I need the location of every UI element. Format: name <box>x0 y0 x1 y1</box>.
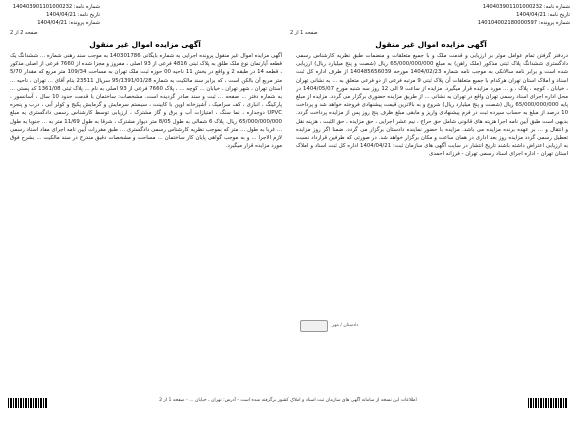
right-title: آگهی مزایده اموال غیر منقول <box>375 40 487 49</box>
left-letter-date: تاریخ نامه: 1404/04/21 <box>46 12 100 18</box>
left-case-number: شماره پرونده: 1404/04/21 <box>37 20 100 26</box>
right-meta <box>476 3 570 27</box>
right-page-number: صفحه 1 از 2 <box>290 30 318 36</box>
stamp-seal <box>300 320 328 332</box>
right-letter-date: تاریخ نامه: 1404/04/21 <box>516 12 570 18</box>
right-barcode <box>528 398 568 408</box>
right-letter-number: شماره نامه: 140403901101000232 <box>482 4 570 10</box>
left-letter-number: شماره نامه: 140403901101000232 <box>12 4 100 10</box>
right-case-number: شماره پرونده: 140104002180000597 <box>477 20 570 26</box>
left-title: آگهی مزایده اموال غیر منقول <box>89 40 201 49</box>
left-body <box>10 52 282 314</box>
right-body-text: دردفتر گرفتن تمام عوامل موثر بر ارزیابی و قدمت ملک و با جمیع متعلقات و منضمات طبق نظریه کارشناس رسمی دادگستری ششدانگ پلاک ثبتی مذکور (ملک راهن) به مبلغ 65/000/000/000 ریال (شصت و پنج میلیارد ریال) ارزیابی شده است و برابر نامه سالانکی به موجب نامه شماره 1404/02/23 مورخه 140485656039 از طرف اداره کل ثبت اسناد و املاک استان تهران هرکدام با جمیع متعلقات آن پلاک ثبتی 9 مرتبه فرعی از دو فرعی متعلق به ... به نشانی تهران ، خیابان ، کوچه ، پلاک ، و ... مورد مزایده قرار میگیرد. مزایده از ساعت 9 الی 12 روز سه شنبه مورخ 1404/05/07 در محل اداره اجرای اسناد رسمی تهران واقع در تهران به نشانی ... از طریق مزایده حضوری برگزار می گردد. مزایده از مبلغ پایه 65/000/000/000 ریال (شصت و پنج میلیارد ریال) شروع و به بالاترین قیمت پیشنهادی فروخته خواهد شد و پرداخت 10 درصد از مبلغ به حساب سپرده ثبت در فرم پیشنهادی واریز و مابقی مبلغ ظرف پنج روز پس از مزایده پرداخت گردد. بدیهی است طبق آیین نامه اجرا هزینه های قانونی شامل حق حراج ، نیم عشر اجرایی ، حق مزایده ، حق الثبت ، هزینه نقل و انتقال و ... بر عهده برنده مزایده می باشد. مزایده با حضور نماینده دادستان برگزار می گردد. ضمنا اگر روز مزایده تعطیل رسمی گردد مزایده روز بعد اداری در همان ساعت و مکان برگزار خواهد شد. در صورتی که طرفین قرارداد نسبت به ارزیابی اعتراض داشته باشند تاریخ انتشار در سایت آگهی های سازمان ثبت: 1404/04/21 اداره کل ثبت اسناد و املاک استان تهران - اداره اجرای اسناد رسمی تهران - فرزانه احمدی <box>296 53 568 158</box>
page-footer: اطلاعات این نسخه از سامانه آگهی های سازمان ثبت اسناد و املاک کشور برگرفته شده است - آدرس: تهران ، خیابان ... - صفحه 1 از 2 <box>159 398 417 403</box>
signature-stamp <box>300 320 410 334</box>
left-page-number: صفحه 2 از 2 <box>10 30 38 36</box>
right-body <box>296 52 568 314</box>
stamp-label: دادستان / مهر <box>332 323 359 328</box>
left-body-text: آگهی مزایده اموال غیر منقول پرونده اجرایی به شماره بایگانی 140301786 به موجب سند رهنی شماره ... ششدانگ یک قطعه آپارتمان نوع ملک طلق به پلاک ثبتی 4816 فرعی از 93 اصلی ، مفروز و مجزا شده از 7660 فرعی از اصلی مذکور ، قطعه 14 در طبقه 2 و واقع در بخش 11 ناحیه 00 حوزه ثبت ملک تهران به مساحت 109/34 متر مربع که مقدار 5/70 متر مربع آن بالکن است ، که برابر سند مالکیت به شماره 95/1391/01/28 سریال 23511 بنام آقای ... تهران ، ناحیه ... استان تهران ، شهر تهران ، خیابان ... کوچه ... ، پلاک 7660 فرعی از 93 اصلی به نام ... پلاک ثبتی 1361/08 کد پستی ... به شماره دفتر ... صفحه ... ثبت و سند صادر گردیده است. مشخصات: ساختمان با قدمت حدود 10 سال ، آسانسور ، پارکینگ ، انباری ، کف سرامیک ، آشپزخانه اوپن با کابینت ، سیستم سرمایش و گرمایش پکیج و کولر آبی ، درب و پنجره UPVC دوجداره ، نما سنگ ، امتیازات آب و برق و گاز مشترک ، ارزیابی توسط کارشناس رسمی دادگستری به مبلغ 65/000/000/000 ریال. پلاک 6 شمالی به طول 8/05 متر دیوار مشترک ، شرقا به طول 11/69 متر به ... جنوبا به طول ... غربا به طول ... متر که بموجب نظریه کارشناس رسمی دادگستری ... طبق مقررات آیین نامه اجرای مفاد اسناد رسمی لازم الاجرا ... و به موجب گواهی پایان کار ساختمان ... مساحت و مشخصات دقیق مندرج در سند مالکیت ... بشرح فوق مورد مزایده قرار میگیرد. <box>10 53 282 150</box>
left-barcode <box>8 398 48 408</box>
left-meta <box>8 3 100 27</box>
